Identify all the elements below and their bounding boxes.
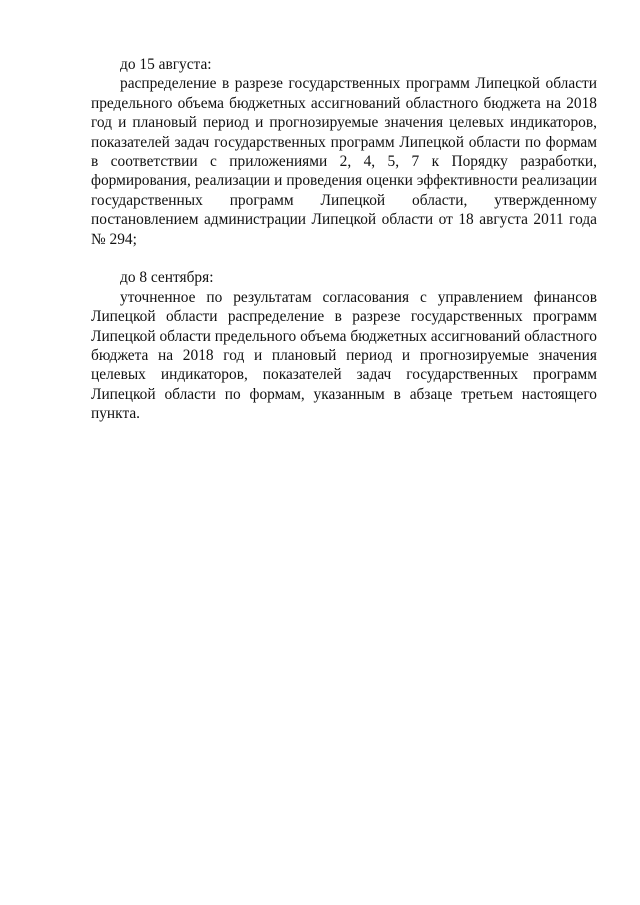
section-text-september-8: уточненное по результатам согласования с управлением финансов Липецкой области распределение в разрезе государственных программ Липецкой области предельного объема бюджетных ассигнований областного бюджета на 2018 год и плановый период и прогнозируемые значения целевых индикаторов, показателей задач государственных программ Липецкой области по формам, указанным в абзаце третьем настоящего пункта. — [91, 288, 597, 423]
section-heading-september-8: до 8 сентября: — [120, 269, 214, 287]
section-text-august-15: распределение в разрезе государственных программ Липецкой области предельного объема бюджетных ассигнований областного бюджета на 2018 год и плановый период и прогнозируемые значения целевых индикаторов, показателей задач государственных программ Липецкой области по формам в соответствии с приложениями 2, 4, 5, 7 к Порядку разработки, формирования, реализации и проведения оценки эффективности реализации государственных программ Липецкой области, утвержденному постановлением администрации Липецкой области от 18 августа 2011 года № 294; — [91, 75, 597, 248]
paragraph-spacer — [91, 249, 597, 268]
section-heading-august-15: до 15 августа: — [120, 56, 212, 73]
document-body — [91, 55, 597, 424]
